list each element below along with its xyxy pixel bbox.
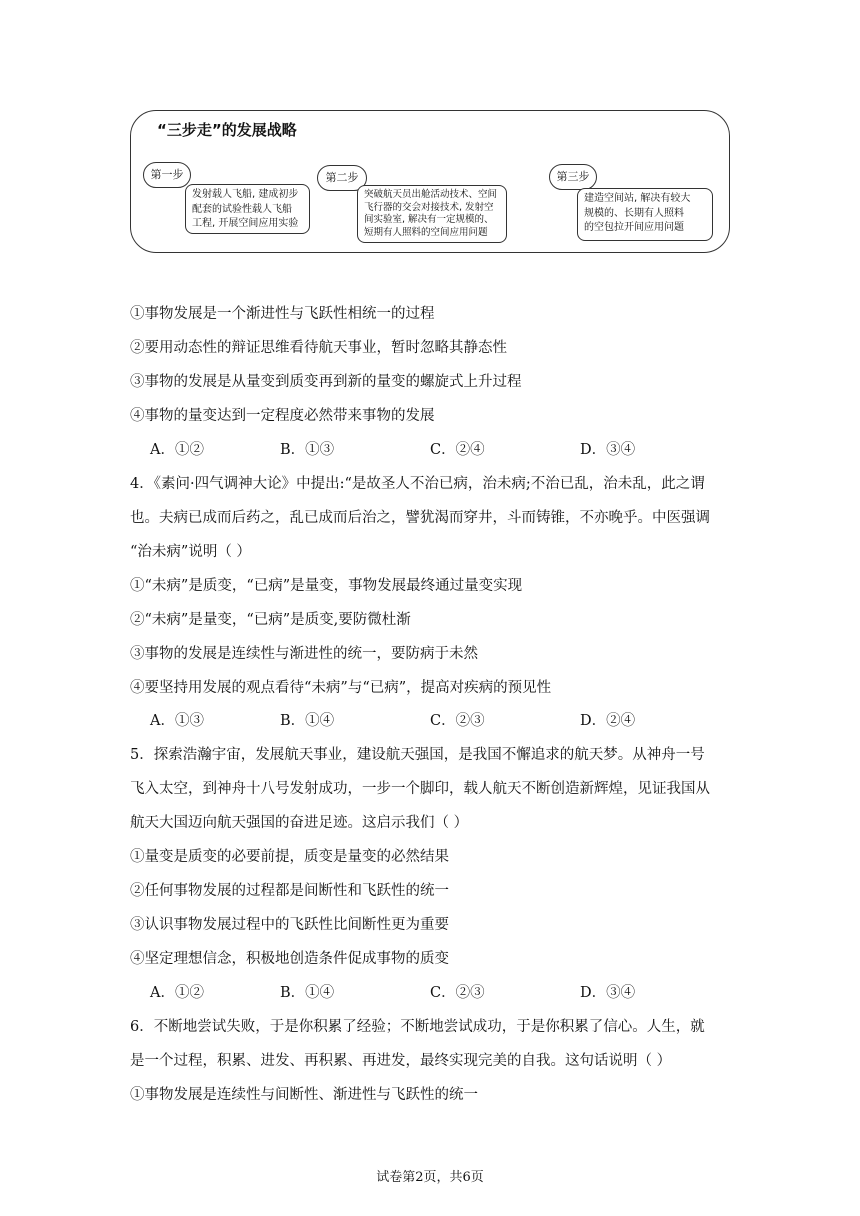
option-c[interactable]: C．②④ — [430, 442, 485, 458]
option-b[interactable]: B．①④ — [280, 985, 335, 1001]
option-b[interactable]: B．①③ — [280, 442, 335, 458]
step-3-label: 第三步 — [549, 164, 597, 190]
q4-stem: 4．《素问·四气调神大论》中提出:“是故圣人不治已病，治未病;不治已乱，治未乱，此之谓 — [130, 476, 705, 492]
q4-item: ③事物的发展是连续性与渐进性的统一，要防病于未然 — [130, 646, 478, 662]
q3-item: ①事物发展是一个渐进性与飞跃性相统一的过程 — [130, 306, 435, 322]
q6-stem: 是一个过程，积累、进发、再积累、再进发，最终实现完美的自我。这句话说明（ ） — [130, 1053, 672, 1069]
q6-item: ①事物发展是连续性与间断性、渐进性与飞跃性的统一 — [130, 1087, 478, 1103]
q3-item: ③事物的发展是从量变到质变再到新的量变的螺旋式上升过程 — [130, 374, 522, 390]
diagram-title: “三步走”的发展战略 — [157, 121, 297, 139]
step-2-line: 飞行器的交会对接技术, 发射空 — [364, 201, 494, 213]
option-c[interactable]: C．②③ — [430, 985, 485, 1001]
step-1-line: 工程, 开展空间应用实验 — [192, 218, 299, 229]
q5-item: ④坚定理想信念，积极地创造条件促成事物的质变 — [130, 951, 449, 967]
step-2-label: 第二步 — [317, 165, 367, 191]
option-d[interactable]: D．②④ — [580, 713, 636, 729]
option-a[interactable]: A．①③ — [150, 713, 204, 729]
option-a[interactable]: A．①② — [150, 985, 204, 1001]
step-1-line: 发射载人飞船, 建成初步 — [192, 189, 299, 200]
q5-stem: 飞入太空，到神舟十八号发射成功，一步一个脚印，载人航天不断创造新辉煌，见证我国从 — [130, 781, 710, 797]
q4-stem: 也。夫病已成而后药之，乱已成而后治之，譬犹渴而穿井，斗而铸锥，不亦晚乎。中医强调 — [130, 510, 710, 526]
step-2-line: 突破航天员出舱活动技术、空间 — [364, 189, 498, 200]
q5-item: ③认识事物发展过程中的飞跃性比间断性更为重要 — [130, 917, 449, 933]
q4-item: ④要坚持用发展的观点看待“未病”与“已病”，提高对疾病的预见性 — [130, 680, 552, 696]
option-b[interactable]: B．①④ — [280, 713, 335, 729]
q4-item: ②“未病”是量变，“已病”是质变,要防微杜渐 — [130, 612, 411, 628]
q5-stem: 5．探索浩瀚宇宙，发展航天事业，建设航天强国，是我国不懈追求的航天梦。从神舟一号 — [130, 747, 705, 763]
option-c[interactable]: C．②③ — [430, 713, 485, 729]
option-a[interactable]: A．①② — [150, 442, 204, 458]
q4-item: ①“未病”是质变，“已病”是量变，事物发展最终通过量变实现 — [130, 578, 523, 594]
q4-options — [130, 709, 730, 731]
option-d[interactable]: D．③④ — [580, 985, 636, 1001]
q5-stem: 航天大国迈向航天强国的奋进足迹。这启示我们（ ） — [130, 815, 469, 831]
step-1-box — [185, 184, 310, 234]
q3-item: ④事物的量变达到一定程度必然带来事物的发展 — [130, 408, 435, 424]
step-1-label: 第一步 — [143, 162, 191, 188]
q3-item: ②要用动态性的辩证思维看待航天事业，暂时忽略其静态性 — [130, 340, 507, 356]
step-3-line: 的空包拉开间应用问题 — [584, 222, 684, 233]
step-1-line: 配套的试验性载人飞船 — [192, 203, 292, 215]
strategy-diagram — [130, 110, 730, 253]
q4-stem: “治未病”说明（ ） — [130, 544, 251, 560]
step-2-line: 短期有人照料的空间应用问题 — [364, 226, 488, 238]
q5-item: ②任何事物发展的过程都是间断性和飞跃性的统一 — [130, 883, 449, 899]
step-3-line: 建造空间站, 解决有较大 — [584, 193, 691, 204]
page-footer: 试卷第2页，共6页 — [376, 1170, 484, 1185]
q5-item: ①量变是质变的必要前提，质变是量变的必然结果 — [130, 849, 449, 865]
q3-options — [130, 438, 730, 460]
option-d[interactable]: D．③④ — [580, 442, 636, 458]
step-2-box — [357, 185, 507, 243]
q6-stem: 6．不断地尝试失败，于是你积累了经验；不断地尝试成功，于是你积累了信心。人生，就 — [130, 1019, 705, 1035]
step-3-box — [577, 188, 713, 241]
q5-options — [130, 981, 730, 1003]
step-3-line: 规模的、长期有人照料 — [584, 207, 684, 219]
step-2-line: 间实验室, 解决有一定规模的、 — [364, 214, 494, 225]
